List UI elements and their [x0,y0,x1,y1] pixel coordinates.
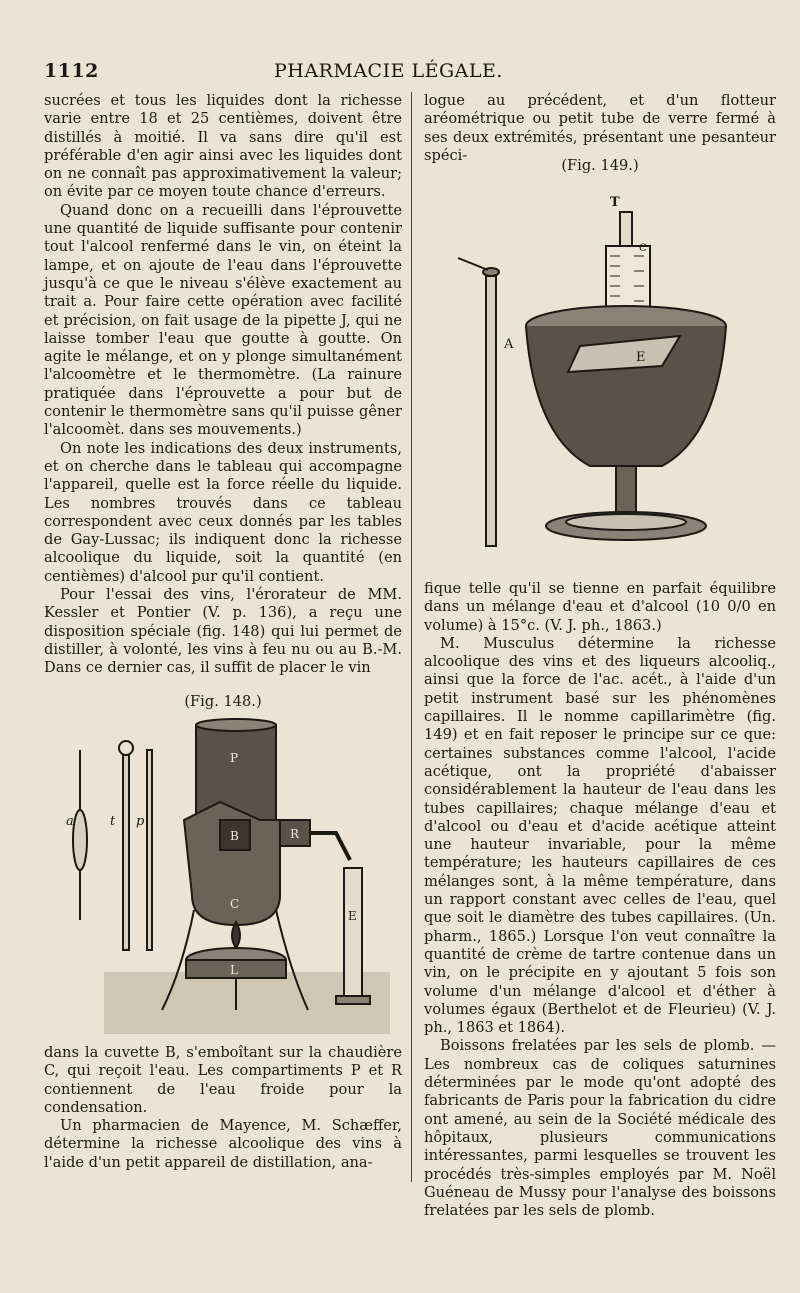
label-C: C [230,897,240,911]
label-L: L [230,963,238,977]
column-divider [411,92,412,1182]
label-t: t [110,814,116,829]
label-scale: C [639,243,647,254]
paragraph: sucrées et tous les liquides dont la richesse varie entre 18 et 25 centièmes, doivent être distillés à moitié. Il va sans dire qu'il est préférable d'en agir ainsi avec les liquides dont on ne connaît pas approximativement la valeur; on évite par ce moyen toute chance d'erreurs. [44,92,402,201]
label-B: B [230,829,239,843]
label-p: p [136,814,145,829]
label-E: E [636,350,646,365]
label-T: T [610,195,620,210]
left-column-bottom-text [44,1044,402,1172]
label-E: E [348,909,357,923]
paragraph: Un pharmacien de Mayence, M. Schæffer, détermine la richesse alcoolique des vins à l'aide d'un petit appareil de distillation, ana- [44,1117,402,1171]
right-column-bottom-text [424,580,776,1220]
paragraph: On note les indications des deux instruments, et on cherche dans le tableau qui accompagne l'appareil, quelle est la force réelle du liquide. Les nombres trouvés dans ce tableau correspondent avec ceux donnés par les tables de Gay-Lussac; ils indiquent donc la richesse alcoolique du liquide, soit la quantité (en centièmes) d'alcool pur qu'il contient. [44,439,402,585]
page-number: 1112 [44,60,99,82]
paragraph: logue au précédent, et d'un flotteur aréométrique ou petit tube de verre fermé à ses deux extrémités, présentant une pesanteur spéci- [424,92,776,164]
figure-149-illustration [430,176,770,576]
label-R: R [290,827,300,841]
label-a: a [66,814,74,829]
paragraph: M. Musculus détermine la richesse alcoolique des vins et des liqueurs alcooliq., ainsi que la force de l'ac. acét., à l'aide d'un petit instrument basé sur les phénomènes capillaires. Il le nomme capillarimètre (fig. 149) et en fait reposer le principe sur ce que: certaines substances comme l'alcool, l'acide acétique, ont la propriété d'abaisser considérablement la hauteur de l'eau dans les tubes capillaires; chaque mélange d'eau et d'alcool ou d'eau et d'acide acétique atteint une hauteur invariable, pour la même température; les hauteurs capillaires de ces mélanges sont, à la même température, dans un rapport constant avec celles de l'eau, quel que soit le diamètre des tubes capillaires. (Un. pharm., 1865.) Lorsque l'on veut connaître la quantité de crème de tartre contenue dans un vin, on le précipite en y ajoutant 5 fois son volume d'un mélange d'alcool et d'éther à volumes égaux (Berthelot et de Fleurieu) (V. J. ph., 1863 et 1864). [424,634,776,1037]
paragraph: Boissons frelatées par les sels de plomb. — Les nombreux cas de coliques saturnines déterminées par le mode qu'ont adopté des fabricants de Paris pour la fabrication du cidre ont amené, au sein de la Société médicale des hôpitaux, plusieurs communications intéressantes, parmi lesquelles se trouvent les procédés très-simples employés par M. Noël Guéneau de Mussy pour l'analyse des boissons frelatées par les sels de plomb. [424,1037,776,1220]
page-header [44,60,764,86]
paragraph: Quand donc on a recueilli dans l'éprouvette une quantité de liquide suffisante pour contenir tout l'alcool renfermé dans le vin, on éteint la lampe, et on ajoute de l'eau dans l'éprouvette jusqu'à ce que le niveau s'élève exactement au trait a. Pour faire cette opération avec facilité et précision, on fait usage de la pipette J, qui ne laisse tomber l'eau que goutte à goutte. On agite le mélange, et on y plonge simultanément l'alcoomètre et le thermomètre. (La rainure pratiquée dans l'éprouvette a pour but de contenir le thermomètre sans qu'il puisse gêner l'alcoomèt. dans ses mouvements.) [44,201,402,439]
left-column-top-text [44,92,402,678]
figure-148-caption: (Fig. 148.) [184,693,262,710]
right-column-top-text [424,92,776,165]
paragraph: Pour l'essai des vins, l'érorateur de MM. Kessler et Pontier (V. p. 136), a reçu une disposition spéciale (fig. 148) qui lui permet de distiller, à volonté, les vins à feu nu ou au B.-M. Dans ce dernier cas, il suffit de placer le vin [44,586,402,677]
figure-148-illustration [44,710,402,1040]
label-P: P [230,751,239,765]
paragraph: dans la cuvette B, s'emboîtant sur la chaudière C, qui reçoit l'eau. Les compartiments P et R contiennent de l'eau froide pour la condensation. [44,1044,402,1116]
paragraph: fique telle qu'il se tienne en parfait équilibre dans un mélange d'eau et d'alcool (10 0/0 en volume) à 15°c. (V. J. ph., 1863.) [424,580,776,634]
figure-149-caption: (Fig. 149.) [561,157,639,174]
running-head: PHARMACIE LÉGALE. [274,60,503,82]
label-A: A [504,337,514,352]
